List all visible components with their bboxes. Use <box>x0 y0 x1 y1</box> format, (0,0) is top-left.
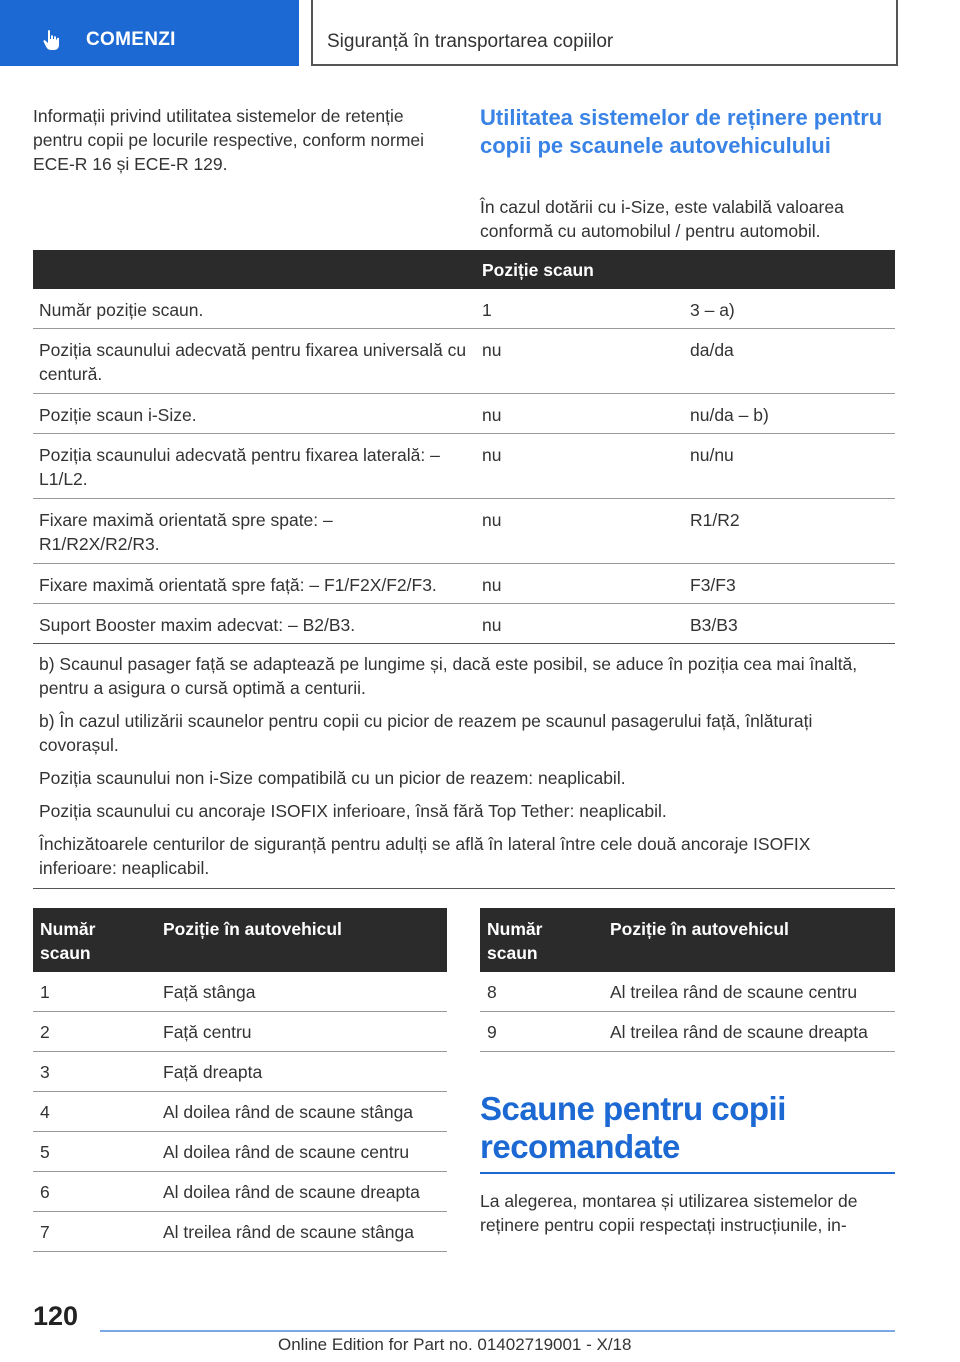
seat-position: Față dreapta <box>163 1062 263 1082</box>
seat-number: 9 <box>487 1022 497 1042</box>
table-row <box>33 394 895 434</box>
seat-position-table <box>33 250 895 889</box>
seat-number: 7 <box>40 1222 50 1242</box>
intro-paragraph: Informații privind utilitatea sistemelor de retenție pentru copii pe locurile respective, conform normei ECE-R 16 și ECE-R 129. <box>33 106 425 174</box>
col-position-header: Poziție în autovehicul <box>610 919 789 939</box>
seat-position: Al treilea rând de scaune dreapta <box>610 1022 868 1042</box>
isize-note: În cazul dotării cu i-Size, este valabilă valoarea conformă cu automobilul / pentru automobil. <box>480 197 844 241</box>
row-value-1: nu <box>482 575 502 595</box>
row-value-2: nu/da – b) <box>690 405 769 425</box>
table-row <box>33 289 895 329</box>
footnote: b) În cazul utilizării scaunelor pentru copii cu picior de reazem pe scaunul pasagerului față, înlăturați covorașul. <box>39 711 813 755</box>
seat-position: Al doilea rând de scaune centru <box>163 1142 410 1162</box>
col-number-header: Număr scaun <box>487 919 543 963</box>
row-label: Fixare maximă orientată spre față: – F1/F2X/F2/F3. <box>39 575 437 595</box>
table-row <box>33 434 895 499</box>
row-value-1: 1 <box>482 300 492 320</box>
chapter-title-box <box>311 0 898 66</box>
row-label: Poziția scaunului adecvată pentru fixarea laterală: – L1/L2. <box>39 445 440 489</box>
table-row <box>33 1212 447 1252</box>
seat-position: Față centru <box>163 1022 252 1042</box>
table-row <box>33 564 895 604</box>
seat-number: 8 <box>487 982 497 1002</box>
row-value-2: B3/B3 <box>690 615 738 635</box>
seat-position: Al doilea rând de scaune dreapta <box>163 1182 420 1202</box>
col-number-header: Număr scaun <box>40 919 96 963</box>
seat-number: 5 <box>40 1142 50 1162</box>
row-value-2: R1/R2 <box>690 510 740 530</box>
section-tab[interactable] <box>0 0 299 66</box>
row-value-1: nu <box>482 405 502 425</box>
table-row <box>33 499 895 564</box>
row-value-2: nu/nu <box>690 445 734 465</box>
table-row <box>480 972 895 1012</box>
edition-text: Online Edition for Part no. 01402719001 - X/18 <box>278 1335 632 1354</box>
row-label: Poziția scaunului adecvată pentru fixarea universală cu centură. <box>39 340 467 384</box>
footer-divider <box>100 1330 895 1332</box>
row-label: Număr poziție scaun. <box>39 300 204 320</box>
row-value-1: nu <box>482 445 502 465</box>
table-header-label: Poziție scaun <box>482 260 594 280</box>
section-heading: Scaune pentru copii recomandate <box>480 1090 895 1174</box>
seat-position: Al treilea rând de scaune centru <box>610 982 858 1002</box>
row-value-1: nu <box>482 615 502 635</box>
page-number: 120 <box>33 1301 79 1331</box>
seat-number-table-left <box>33 908 447 1252</box>
table-row <box>33 1092 447 1132</box>
row-value-2: F3/F3 <box>690 575 736 595</box>
page-header <box>0 0 960 66</box>
table-row <box>33 329 895 394</box>
footnote: Poziția scaunului non i-Size compatibilă cu un picior de reazem: neaplicabil. <box>39 768 626 788</box>
row-label: Suport Booster maxim adecvat: – B2/B3. <box>39 615 356 635</box>
seat-number: 3 <box>40 1062 50 1082</box>
row-value-1: nu <box>482 340 502 360</box>
table-header <box>33 908 447 972</box>
seat-position: Față stânga <box>163 982 256 1002</box>
seat-number: 4 <box>40 1102 50 1122</box>
section-label: COMENZI <box>86 29 176 50</box>
seat-number-table-right <box>480 908 895 1052</box>
table-row <box>33 1052 447 1092</box>
seat-position: Al doilea rând de scaune stânga <box>163 1102 414 1122</box>
table-row <box>33 604 895 644</box>
footnote: b) Scaunul pasager față se adaptează pe lungime și, dacă este posibil, se aduce în poziția cea mai înaltă, pentru a asigura o cursă optimă a centurii. <box>39 654 858 698</box>
row-label: Poziție scaun i-Size. <box>39 405 197 425</box>
table-row <box>33 1132 447 1172</box>
table-row <box>33 1012 447 1052</box>
footnote: Închizătoarele centurilor de siguranță pentru adulți se află în lateral între cele două ancoraje ISOFIX inferioare: neaplicabil. <box>39 834 811 878</box>
row-value-2: 3 – a) <box>690 300 735 320</box>
seat-number: 1 <box>40 982 50 1002</box>
row-value-1: nu <box>482 510 502 530</box>
seat-number: 6 <box>40 1182 50 1202</box>
table-row <box>33 972 447 1012</box>
table-header <box>33 250 895 289</box>
seat-number: 2 <box>40 1022 50 1042</box>
chapter-title: Siguranță în transportarea copiilor <box>327 31 614 52</box>
row-value-2: da/da <box>690 340 734 360</box>
section-paragraph: La alegerea, montarea și utilizarea sistemelor de reținere pentru copii respectați instrucțiunile, in- <box>480 1191 858 1235</box>
table-footnotes <box>33 644 895 889</box>
row-label: Fixare maximă orientată spre spate: – R1/R2X/R2/R3. <box>39 510 333 554</box>
table-row <box>480 1012 895 1052</box>
table-row <box>33 1172 447 1212</box>
col-position-header: Poziție în autovehicul <box>163 919 342 939</box>
hand-pointer-icon <box>40 28 64 52</box>
table-header <box>480 908 895 972</box>
footnote: Poziția scaunului cu ancoraje ISOFIX inferioare, însă fără Top Tether: neaplicabil. <box>39 801 667 821</box>
seat-position: Al treilea rând de scaune stânga <box>163 1222 414 1242</box>
subheading: Utilitatea sistemelor de reținere pentru copii pe scaunele autovehiculului <box>480 105 883 158</box>
